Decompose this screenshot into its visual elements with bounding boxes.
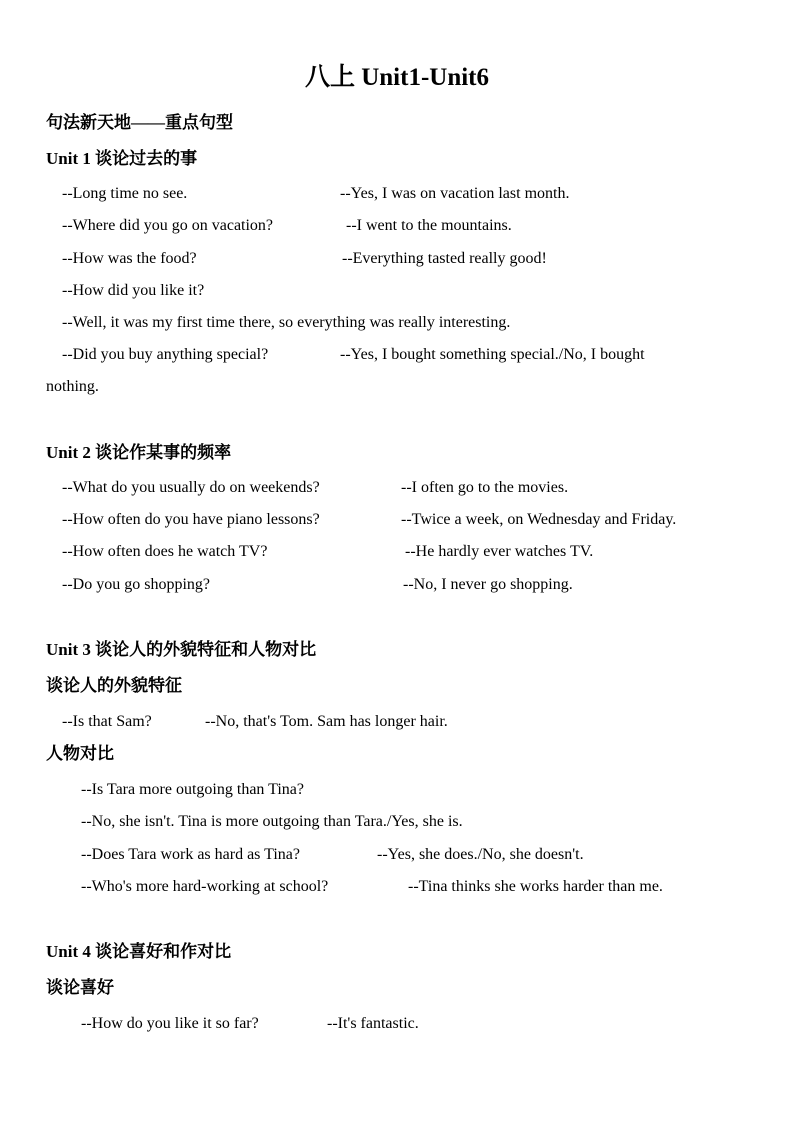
unit2-line2-a: --Twice a week, on Wednesday and Friday. [401, 511, 677, 528]
unit1-line3-a: --Everything tasted really good! [342, 250, 547, 267]
unit1-line1-q: --Long time no see. [62, 185, 188, 202]
unit3-line1-q: --Is that Sam? [62, 713, 152, 730]
unit1-line2-q: --Where did you go on vacation? [62, 217, 274, 234]
unit1-line4: --How did you like it? [62, 282, 205, 299]
unit2-line3-a: --He hardly ever watches TV. [405, 543, 594, 560]
unit3-line5-a: --Tina thinks she works harder than me. [408, 878, 663, 895]
unit3-line3: --No, she isn't. Tina is more outgoing than Tara./Yes, she is. [81, 813, 463, 830]
unit2-line4-a: --No, I never go shopping. [403, 576, 573, 593]
unit1-line1-a: --Yes, I was on vacation last month. [340, 185, 570, 202]
unit1-line2-a: --I went to the mountains. [346, 217, 512, 234]
unit1-line7: nothing. [46, 378, 99, 395]
unit3-line4-a: --Yes, she does./No, she doesn't. [377, 846, 584, 863]
unit3-heading: Unit 3 谈论人的外貌特征和人物对比 [46, 640, 317, 659]
unit1-heading: Unit 1 谈论过去的事 [46, 149, 198, 168]
unit2-line4-q: --Do you go shopping? [62, 576, 210, 593]
unit2-line3-q: --How often does he watch TV? [62, 543, 268, 560]
unit1-line3-q: --How was the food? [62, 250, 197, 267]
unit3-sub-comparison: 人物对比 [46, 744, 114, 763]
unit2-line2-q: --How often do you have piano lessons? [62, 511, 320, 528]
unit3-line1-a: --No, that's Tom. Sam has longer hair. [205, 713, 448, 730]
unit3-line2: --Is Tara more outgoing than Tina? [81, 781, 304, 798]
section-subtitle: 句法新天地——重点句型 [46, 113, 233, 132]
unit1-line5: --Well, it was my first time there, so everything was really interesting. [62, 314, 511, 331]
unit4-heading: Unit 4 谈论喜好和作对比 [46, 942, 232, 961]
unit2-line1-q: --What do you usually do on weekends? [62, 479, 320, 496]
unit1-line6-q: --Did you buy anything special? [62, 346, 269, 363]
unit3-sub-appearance: 谈论人的外貌特征 [46, 676, 182, 695]
unit2-heading: Unit 2 谈论作某事的频率 [46, 443, 232, 462]
unit2-line1-a: --I often go to the movies. [401, 479, 569, 496]
unit1-line6-a: --Yes, I bought something special./No, I bought [340, 346, 645, 363]
unit3-line4-q: --Does Tara work as hard as Tina? [81, 846, 300, 863]
unit4-sub-preferences: 谈论喜好 [46, 978, 114, 997]
unit4-line1-a: --It's fantastic. [327, 1015, 419, 1032]
unit4-line1-q: --How do you like it so far? [81, 1015, 259, 1032]
page-title: 八上 Unit1-Unit6 [304, 64, 490, 91]
unit3-line5-q: --Who's more hard-working at school? [81, 878, 329, 895]
